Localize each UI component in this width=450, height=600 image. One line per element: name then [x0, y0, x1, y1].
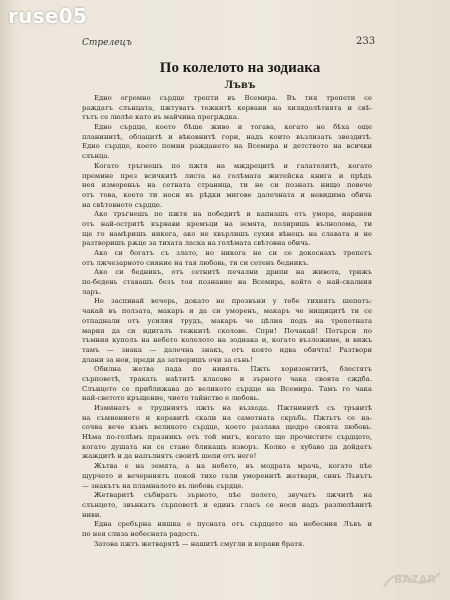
text-line: Изминатъ е трудниятъ пжть на възхода. Пжтнинитѣ съ тръвитѣ [94, 404, 372, 412]
text-line: планинитѣ, облацитѣ и вѣковнитѣ гори, надъ които възлизать звездитѣ. [82, 132, 372, 141]
text-line: мария да си идигалъ тежкитѣ сколове. Спри! Почакай! Потърси по [82, 326, 372, 335]
text-line: Една сребърна нишка е пусната отъ сърдцето на небесния Лъвъ и [94, 520, 372, 529]
text-line: тътъ се люлѣе като въ майчина прегрѫдка. [82, 113, 240, 122]
text-line: когато душата ни се стане бликащъ изворъ. Колко е хубаво да дойдатъ [82, 442, 372, 451]
text-line: Едно сърдце, което бѣше живо и тогава, когато не бѣха още [94, 123, 372, 132]
text-line: жаждитѣ и да напълнятъ своитѣ шепи отъ него! [82, 452, 257, 461]
chapter-subtitle: Лъвъ [224, 80, 256, 91]
text-line: Слънцето се приближава до великото сърдце на Всемира. Тамъ го чака [82, 384, 372, 393]
text-line: Затова пжтъ жетварятѣ — нашитѣ смугли и корави братя. [94, 539, 305, 548]
text-line: Ако си бедникъ, отъ сетнитѣ печални дрипи на живота, трижъ [94, 268, 372, 277]
text-line: Ако си богатъ съ злато, но никога не си се докоснахъ трепетъ [94, 249, 372, 257]
text-line: Едно сърдце, което помни раждането на Всемира и детството на всички [82, 142, 372, 151]
text-line: нея измореньъ на сетната страница, ти не си познать нищо повече [82, 181, 372, 190]
text-line: по нея слиза небесната радость. [82, 529, 200, 538]
text-line: Когато тръгнешъ по пжтя на мждрецитѣ и галателитѣ, когато [94, 161, 372, 170]
text-line: Не заспивай вечерь, докато не прозвъни у тебе тихиятъ шепотъ: [94, 297, 372, 306]
text-line: тъмния куполъ на небето колелото на зодиака и, когато възложиме, и вижъ [82, 336, 372, 345]
body-text [82, 94, 372, 549]
text-line: тамъ — знака — далечна знакъ, отъ която идва обичта! Разтвори [82, 345, 372, 354]
text-line: ще го намѣришъ никога, ако не хвърлишъ сухия вѣнецъ на славата и не [82, 229, 372, 238]
text-line: — знакътъ на пламналото въ любовь сърдце. [82, 481, 244, 490]
text-line: чакай въ ползата, макаръ и да си уморенъ, макаръ че нищицитѣ ти се [82, 307, 372, 316]
text-line: ларъ. [82, 287, 102, 296]
text-line: Нѣма по-голѣмъ празникъ отъ той мигъ, когато ще прочистите сърдцето, [82, 433, 372, 442]
text-line: Едно огромно сърдце трепти въ Всемира. Въ тия трепети се [94, 94, 372, 102]
text-line: отъ лжчезарното сияние на тая любовь, ти си сетенъ бедникъ. [82, 258, 309, 267]
text-line: Ако тръгнешъ по пжтя на победитѣ и капнашъ отъ умора, наранен [94, 210, 372, 219]
text-line: щурчето и вечерниятъ покой тихо гали уморенитѣ жетвари, синъ Лъвътъ [82, 471, 372, 480]
text-line: слънца. [82, 152, 110, 161]
chapter-title: По колелото на зодиака [159, 60, 321, 76]
text-line: Обилна жетва пада по нивята. Пжть хоризонтитѣ, блестятъ [94, 365, 372, 374]
text-line: слънцето, звънкатъ сърповетѣ и единъ гласъ се носи надъ разлюлѣнитѣ [82, 500, 372, 509]
running-head: Стрелецъ [82, 38, 132, 48]
text-line: Жътва е на земята, а на небето, въ модрата мрачь, когато пѣе [94, 462, 372, 471]
text-line: най-светото кръщение, чието тайнство е любовь. [82, 394, 260, 403]
text-line: на свѣтовното сърдце. [82, 200, 163, 209]
text-line: разтворишъ рѫце за тихата ласка на голѣмата свѣтовна обичь. [82, 239, 311, 248]
text-line: отъ това, което ти носи въ рѣдки мигове далечната и невидима обичь [82, 190, 372, 199]
text-line: раждатъ слънцата, пжтуватъ тежкитѣ кервани на хилядолѣтията и свѣ- [82, 103, 372, 112]
site-logo: ruse05 [8, 4, 88, 28]
page-number: 233 [356, 36, 376, 47]
text-line: сърповетѣ, тракать наѣтитѣ класове и зърното чака своята сждба. [82, 374, 372, 383]
watermark-text: BAZAR [394, 573, 436, 586]
text-line: на съмнението и коравитѣ скали на самотната скръбь. Пжтьтъ се на- [82, 413, 372, 422]
text-line: Жетваритѣ събиратъ зърното, пѣе полето, звучатъ лжчитѣ на [94, 491, 372, 500]
text-line: премине през всичкитѣ листа на голѣмата житейска книга и прѣдъ [82, 171, 372, 180]
text-line: длани за неи, преди да затворишъ очи за сънь! [82, 355, 253, 364]
text-line: отпаднали отъ усилия трудъ, макаръ че цѣлия подъ на трепетната [82, 316, 372, 325]
text-line: сочва вече къмъ великото сърдце, което разлава щедро своята любовь. [82, 423, 372, 432]
text-line: отъ най-остритѣ кървави кремъци на земята, полиришь вълнолома, ти [82, 219, 372, 228]
text-line: ниви. [82, 510, 102, 519]
watermark [380, 565, 444, 595]
text-line: по-бедень ставашъ безъ тоя познание на Всемира, който е най-скалния [82, 278, 372, 287]
